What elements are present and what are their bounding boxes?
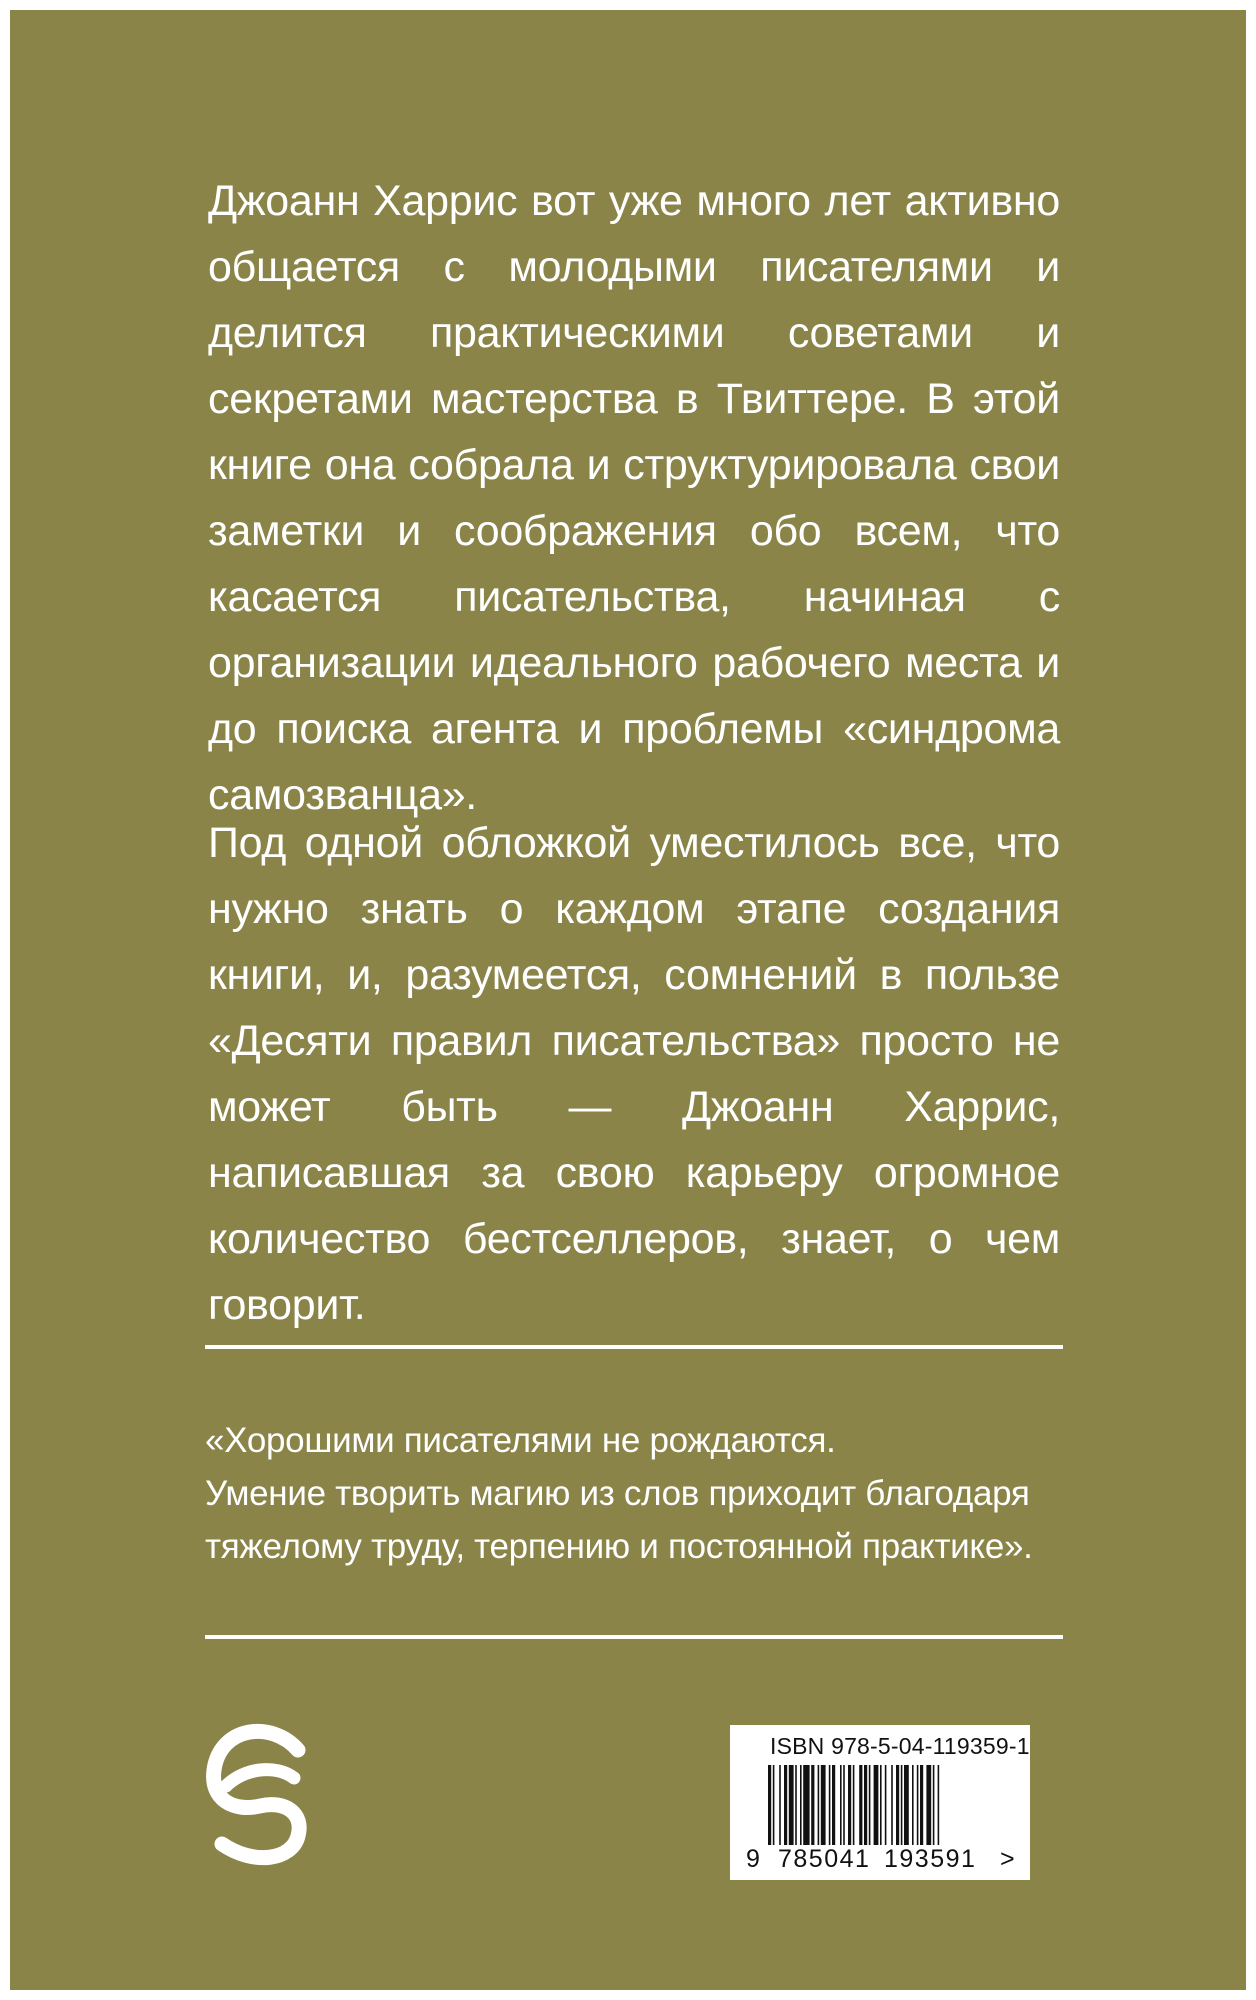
barcode-right-group: 193591: [884, 1845, 977, 1873]
barcode-bar: [864, 1765, 867, 1845]
barcode-bar: [938, 1765, 940, 1845]
description-paragraph-1: Джоанн Харрис вот уже много лет активно общается с молодыми писателями и делится практическими советами и секретами мастерства в Твиттере. В этой книге она собрала и структурировала свои заметки и соображения обо всем, что касается писательства, начиная с организации идеального рабочего места и до поиска агента и проблемы «синдрома самозванца».: [208, 177, 1060, 819]
barcode-bar: [803, 1765, 809, 1845]
barcode-bar: [901, 1765, 903, 1845]
barcode-bar: [829, 1765, 831, 1845]
barcode-bar: [869, 1765, 871, 1845]
barcode-bar: [880, 1765, 882, 1845]
barcode-bar: [926, 1765, 931, 1845]
barcode-bar: [933, 1765, 935, 1845]
barcode-bar: [800, 1765, 802, 1845]
eksmo-logo-icon: [200, 1712, 320, 1874]
barcode-bar: [848, 1765, 851, 1845]
barcode-bar: [768, 1765, 771, 1845]
barcode-lead-digit: 9: [746, 1845, 760, 1873]
barcode-bar: [789, 1765, 794, 1845]
barcode-bar: [811, 1765, 814, 1845]
barcode-bar: [853, 1765, 855, 1845]
barcode-bars: [768, 1765, 992, 1855]
barcode-bar: [896, 1765, 899, 1845]
barcode-left-group: 785041: [778, 1845, 871, 1873]
barcode-bar: [859, 1765, 862, 1845]
barcode-bar: [891, 1765, 893, 1845]
barcode-bar: [904, 1765, 909, 1845]
barcode-bar: [917, 1765, 919, 1845]
barcode-bar: [779, 1765, 781, 1845]
barcode-bar: [832, 1765, 835, 1845]
barcode-bar: [818, 1765, 820, 1845]
isbn-label: ISBN 978-5-04-119359-1: [770, 1733, 1030, 1759]
barcode-quiet-mark: >: [1000, 1845, 1015, 1873]
divider-bottom: [205, 1635, 1063, 1639]
isbn-barcode: [730, 1725, 1030, 1880]
barcode-bar: [912, 1765, 914, 1845]
barcode-bar: [784, 1765, 787, 1845]
barcode-bar: [920, 1765, 923, 1845]
barcode-bar: [821, 1765, 826, 1845]
description-paragraph-2: Под одной обложкой уместилось все, что нужно знать о каждом этапе создания книги, и, разумеется, сомнений в пользе «Десяти правил писательства» просто не может быть — Джоанн Харрис, написавшая за свою карьеру огромное количество бестселлеров, знает, о чем говорит.: [208, 819, 1060, 1329]
barcode-bar: [795, 1765, 797, 1845]
barcode-bar: [874, 1765, 879, 1845]
divider-top: [205, 1345, 1063, 1349]
barcode-bar: [773, 1765, 775, 1845]
author-quote: «Хорошими писателями не рождаются. Умение творить магию из слов приходит благодаря тяжелому труду, терпению и постоянной практике».: [205, 1421, 1033, 1566]
barcode-bar: [885, 1765, 887, 1845]
barcode-bar: [843, 1765, 845, 1845]
barcode-bar: [840, 1765, 842, 1845]
